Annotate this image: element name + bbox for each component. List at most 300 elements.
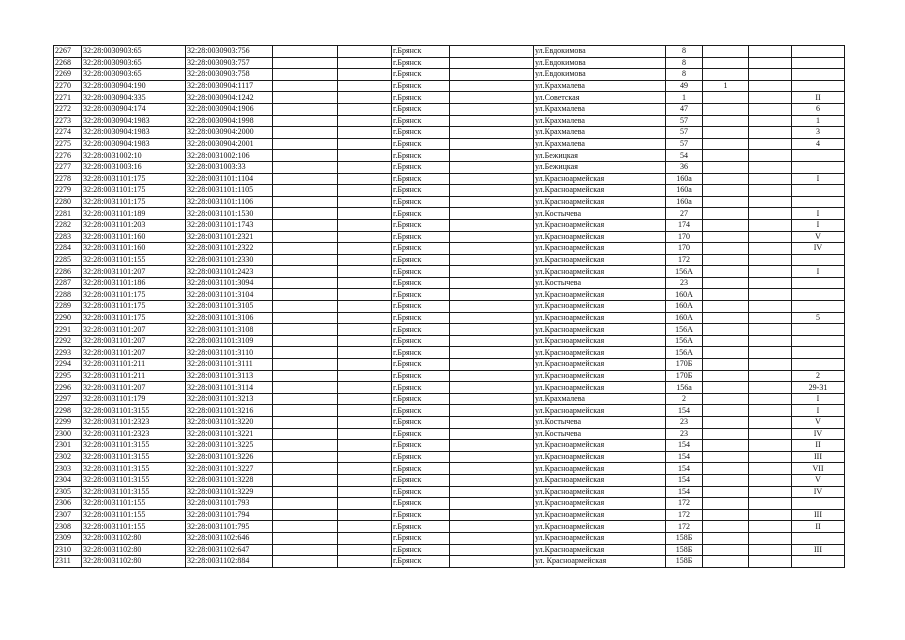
cell-blank-column-b <box>338 521 392 533</box>
cell-house-number: 1 <box>666 92 703 104</box>
cell-blank-column-d <box>749 359 792 371</box>
cell-building-number <box>703 219 749 231</box>
cell-blank-column-b <box>338 532 392 544</box>
cell-unit-number: II <box>792 521 845 533</box>
cell-parent-cadastral-number: 32:28:0031101:3155 <box>82 486 186 498</box>
cell-blank-column-c <box>450 243 534 255</box>
cell-street: ул.Красноармейская <box>534 335 666 347</box>
cell-blank-column-d <box>749 173 792 185</box>
cell-city: г.Брянск <box>392 463 450 475</box>
cell-blank-column-d <box>749 127 792 139</box>
cell-blank-column-c <box>450 463 534 475</box>
cell-blank-column-b <box>338 335 392 347</box>
cell-parent-cadastral-number: 32:28:0031101:207 <box>82 335 186 347</box>
cell-cadastral-number: 32:28:0031101:1743 <box>186 219 273 231</box>
table-row <box>54 243 845 255</box>
table-row <box>54 393 845 405</box>
cell-unit-number: II <box>792 92 845 104</box>
cell-house-number: 49 <box>666 80 703 92</box>
cell-house-number: 154 <box>666 463 703 475</box>
cell-street: ул.Красноармейская <box>534 486 666 498</box>
cell-parent-cadastral-number: 32:28:0031101:189 <box>82 208 186 220</box>
cell-house-number: 36 <box>666 161 703 173</box>
cell-blank-column-c <box>450 440 534 452</box>
cell-parent-cadastral-number: 32:28:0031102:80 <box>82 556 186 568</box>
cell-parent-cadastral-number: 32:28:0031101:175 <box>82 173 186 185</box>
cell-blank-column-b <box>338 289 392 301</box>
cell-street: ул.Красноармейская <box>534 347 666 359</box>
cell-blank-column-a <box>273 46 338 58</box>
cell-house-number: 27 <box>666 208 703 220</box>
table-row <box>54 405 845 417</box>
cell-unit-number: 5 <box>792 312 845 324</box>
cell-blank-column-b <box>338 463 392 475</box>
cell-unit-number <box>792 46 845 58</box>
table-body <box>54 46 845 568</box>
cell-building-number <box>703 451 749 463</box>
cell-street: ул.Костычева <box>534 208 666 220</box>
cell-unit-number: IV <box>792 243 845 255</box>
cell-blank-column-c <box>450 405 534 417</box>
cell-building-number <box>703 532 749 544</box>
cell-cadastral-number: 32:28:0030904:1906 <box>186 103 273 115</box>
cell-parent-cadastral-number: 32:28:0030904:335 <box>82 92 186 104</box>
cell-blank-column-b <box>338 80 392 92</box>
cell-blank-column-b <box>338 173 392 185</box>
cell-house-number: 154 <box>666 405 703 417</box>
cell-city: г.Брянск <box>392 509 450 521</box>
cell-street: ул.Красноармейская <box>534 463 666 475</box>
cell-building-number <box>703 231 749 243</box>
cell-cadastral-number: 32:28:0031101:3094 <box>186 277 273 289</box>
cell-blank-column-a <box>273 208 338 220</box>
cell-city: г.Брянск <box>392 289 450 301</box>
cell-parent-cadastral-number: 32:28:0031101:160 <box>82 231 186 243</box>
cell-house-number: 156А <box>666 266 703 278</box>
cell-house-number: 170Б <box>666 370 703 382</box>
cell-unit-number <box>792 69 845 81</box>
table-row <box>54 312 845 324</box>
cell-blank-column-c <box>450 103 534 115</box>
cell-row-number: 2267 <box>54 46 82 58</box>
cell-blank-column-b <box>338 92 392 104</box>
cell-blank-column-a <box>273 301 338 313</box>
cell-city: г.Брянск <box>392 92 450 104</box>
cell-parent-cadastral-number: 32:28:0031101:207 <box>82 266 186 278</box>
cell-building-number <box>703 556 749 568</box>
cell-city: г.Брянск <box>392 324 450 336</box>
cell-blank-column-a <box>273 463 338 475</box>
cell-row-number: 2286 <box>54 266 82 278</box>
cell-unit-number <box>792 161 845 173</box>
cell-blank-column-a <box>273 498 338 510</box>
cell-house-number: 160А <box>666 289 703 301</box>
table-row <box>54 127 845 139</box>
cell-city: г.Брянск <box>392 440 450 452</box>
cell-city: г.Брянск <box>392 382 450 394</box>
table-row <box>54 69 845 81</box>
cell-blank-column-d <box>749 80 792 92</box>
cell-blank-column-b <box>338 150 392 162</box>
cell-unit-number <box>792 335 845 347</box>
cell-blank-column-c <box>450 80 534 92</box>
cell-cadastral-number: 32:28:0031102:884 <box>186 556 273 568</box>
cell-cadastral-number: 32:28:0031101:2330 <box>186 254 273 266</box>
cell-blank-column-a <box>273 474 338 486</box>
cell-city: г.Брянск <box>392 80 450 92</box>
cell-blank-column-b <box>338 556 392 568</box>
cell-cadastral-number: 32:28:0030904:2001 <box>186 138 273 150</box>
cell-house-number: 57 <box>666 115 703 127</box>
cell-blank-column-c <box>450 266 534 278</box>
cell-cadastral-number: 32:28:0031101:3113 <box>186 370 273 382</box>
cell-blank-column-b <box>338 417 392 429</box>
cell-blank-column-c <box>450 312 534 324</box>
cell-blank-column-a <box>273 451 338 463</box>
cell-blank-column-b <box>338 161 392 173</box>
cell-building-number <box>703 138 749 150</box>
cell-blank-column-a <box>273 440 338 452</box>
cell-cadastral-number: 32:28:0030903:758 <box>186 69 273 81</box>
cell-blank-column-b <box>338 451 392 463</box>
cell-street: ул.Евдокимова <box>534 46 666 58</box>
cell-blank-column-a <box>273 393 338 405</box>
cell-house-number: 156А <box>666 335 703 347</box>
cell-city: г.Брянск <box>392 150 450 162</box>
table-row <box>54 347 845 359</box>
cell-blank-column-a <box>273 405 338 417</box>
cell-blank-column-c <box>450 127 534 139</box>
cell-blank-column-a <box>273 382 338 394</box>
cell-city: г.Брянск <box>392 451 450 463</box>
cell-blank-column-d <box>749 463 792 475</box>
table-row <box>54 254 845 266</box>
cell-building-number <box>703 69 749 81</box>
cell-city: г.Брянск <box>392 115 450 127</box>
cell-blank-column-d <box>749 428 792 440</box>
table-row <box>54 57 845 69</box>
cell-cadastral-number: 32:28:0031101:3104 <box>186 289 273 301</box>
cell-street: ул.Евдокимова <box>534 69 666 81</box>
table-row <box>54 92 845 104</box>
cell-cadastral-number: 32:28:0031102:647 <box>186 544 273 556</box>
cell-house-number: 170 <box>666 231 703 243</box>
cell-unit-number <box>792 185 845 197</box>
cell-blank-column-a <box>273 243 338 255</box>
table-row <box>54 486 845 498</box>
cell-blank-column-a <box>273 556 338 568</box>
cell-cadastral-number: 32:28:0031101:3225 <box>186 440 273 452</box>
cell-blank-column-d <box>749 393 792 405</box>
cell-blank-column-b <box>338 382 392 394</box>
cell-parent-cadastral-number: 32:28:0031101:175 <box>82 196 186 208</box>
cell-street: ул.Красноармейская <box>534 359 666 371</box>
cell-blank-column-b <box>338 370 392 382</box>
cell-building-number <box>703 509 749 521</box>
cell-blank-column-d <box>749 161 792 173</box>
cell-street: ул.Крахмалева <box>534 393 666 405</box>
cell-unit-number <box>792 57 845 69</box>
cell-row-number: 2284 <box>54 243 82 255</box>
cell-blank-column-d <box>749 486 792 498</box>
cell-street: ул.Красноармейская <box>534 324 666 336</box>
cell-blank-column-d <box>749 301 792 313</box>
cell-blank-column-d <box>749 509 792 521</box>
cell-building-number <box>703 185 749 197</box>
cell-parent-cadastral-number: 32:28:0031003:16 <box>82 161 186 173</box>
cell-house-number: 8 <box>666 46 703 58</box>
cell-blank-column-d <box>749 335 792 347</box>
cell-house-number: 154 <box>666 451 703 463</box>
cell-blank-column-b <box>338 69 392 81</box>
cell-unit-number: I <box>792 219 845 231</box>
cell-cadastral-number: 32:28:0031101:2423 <box>186 266 273 278</box>
cell-blank-column-a <box>273 127 338 139</box>
cell-building-number <box>703 208 749 220</box>
cell-blank-column-a <box>273 115 338 127</box>
cell-row-number: 2306 <box>54 498 82 510</box>
cell-building-number <box>703 196 749 208</box>
cell-blank-column-d <box>749 405 792 417</box>
cell-row-number: 2292 <box>54 335 82 347</box>
cell-house-number: 23 <box>666 428 703 440</box>
cell-blank-column-c <box>450 556 534 568</box>
cell-unit-number <box>792 289 845 301</box>
cell-building-number <box>703 474 749 486</box>
cell-street: ул.Красноармейская <box>534 405 666 417</box>
cell-street: ул.Крахмалева <box>534 138 666 150</box>
cell-parent-cadastral-number: 32:28:0031101:175 <box>82 301 186 313</box>
cell-blank-column-a <box>273 80 338 92</box>
cell-building-number <box>703 103 749 115</box>
cell-cadastral-number: 32:28:0031101:795 <box>186 521 273 533</box>
table-row <box>54 370 845 382</box>
cell-blank-column-d <box>749 266 792 278</box>
cell-city: г.Брянск <box>392 103 450 115</box>
cell-building-number <box>703 335 749 347</box>
cell-cadastral-number: 32:28:0030904:1242 <box>186 92 273 104</box>
cell-parent-cadastral-number: 32:28:0031101:186 <box>82 277 186 289</box>
cell-city: г.Брянск <box>392 544 450 556</box>
table-row <box>54 556 845 568</box>
cell-blank-column-a <box>273 161 338 173</box>
table-row <box>54 532 845 544</box>
cell-blank-column-b <box>338 219 392 231</box>
cell-blank-column-b <box>338 243 392 255</box>
cell-blank-column-a <box>273 266 338 278</box>
cell-blank-column-b <box>338 428 392 440</box>
cell-parent-cadastral-number: 32:28:0031101:203 <box>82 219 186 231</box>
cell-parent-cadastral-number: 32:28:0031101:3155 <box>82 451 186 463</box>
cell-row-number: 2285 <box>54 254 82 266</box>
cell-cadastral-number: 32:28:0031101:2321 <box>186 231 273 243</box>
cell-parent-cadastral-number: 32:28:0030904:1983 <box>82 138 186 150</box>
cell-cadastral-number: 32:28:0031101:3220 <box>186 417 273 429</box>
cell-city: г.Брянск <box>392 474 450 486</box>
cell-building-number <box>703 347 749 359</box>
cell-row-number: 2310 <box>54 544 82 556</box>
cell-unit-number: I <box>792 173 845 185</box>
cell-blank-column-c <box>450 324 534 336</box>
cell-building-number <box>703 405 749 417</box>
cell-house-number: 174 <box>666 219 703 231</box>
cell-house-number: 23 <box>666 417 703 429</box>
cell-house-number: 57 <box>666 138 703 150</box>
cell-blank-column-c <box>450 92 534 104</box>
cell-building-number: 1 <box>703 80 749 92</box>
cell-city: г.Брянск <box>392 161 450 173</box>
cell-parent-cadastral-number: 32:28:0031101:211 <box>82 370 186 382</box>
cell-blank-column-d <box>749 440 792 452</box>
cell-city: г.Брянск <box>392 312 450 324</box>
cell-cadastral-number: 32:28:0031101:1105 <box>186 185 273 197</box>
cell-house-number: 170Б <box>666 359 703 371</box>
cell-row-number: 2278 <box>54 173 82 185</box>
cell-row-number: 2290 <box>54 312 82 324</box>
cell-building-number <box>703 324 749 336</box>
cell-row-number: 2308 <box>54 521 82 533</box>
cell-street: ул.Крахмалева <box>534 103 666 115</box>
cell-blank-column-a <box>273 277 338 289</box>
cell-cadastral-number: 32:28:0031101:3221 <box>186 428 273 440</box>
cell-city: г.Брянск <box>392 231 450 243</box>
table-row <box>54 544 845 556</box>
cell-blank-column-d <box>749 556 792 568</box>
table-row <box>54 289 845 301</box>
cell-parent-cadastral-number: 32:28:0030904:1983 <box>82 115 186 127</box>
cell-row-number: 2270 <box>54 80 82 92</box>
cell-blank-column-a <box>273 486 338 498</box>
cell-cadastral-number: 32:28:0031101:3108 <box>186 324 273 336</box>
cell-unit-number: 1 <box>792 115 845 127</box>
cell-blank-column-c <box>450 417 534 429</box>
cell-city: г.Брянск <box>392 69 450 81</box>
cell-cadastral-number: 32:28:0031101:3111 <box>186 359 273 371</box>
cell-blank-column-b <box>338 46 392 58</box>
table-row <box>54 185 845 197</box>
cell-cadastral-number: 32:28:0031101:3106 <box>186 312 273 324</box>
cell-blank-column-a <box>273 150 338 162</box>
cell-cadastral-number: 32:28:0031101:3114 <box>186 382 273 394</box>
cell-blank-column-d <box>749 382 792 394</box>
cell-blank-column-b <box>338 498 392 510</box>
cell-row-number: 2302 <box>54 451 82 463</box>
cell-house-number: 2 <box>666 393 703 405</box>
table-row <box>54 463 845 475</box>
cell-house-number: 23 <box>666 277 703 289</box>
cell-unit-number: 3 <box>792 127 845 139</box>
cell-city: г.Брянск <box>392 521 450 533</box>
cell-house-number: 160а <box>666 173 703 185</box>
cell-parent-cadastral-number: 32:28:0031101:207 <box>82 382 186 394</box>
cell-row-number: 2301 <box>54 440 82 452</box>
cell-blank-column-a <box>273 231 338 243</box>
cell-blank-column-c <box>450 451 534 463</box>
cell-street: ул.Бежицкая <box>534 150 666 162</box>
cell-blank-column-d <box>749 370 792 382</box>
cell-blank-column-d <box>749 150 792 162</box>
cell-city: г.Брянск <box>392 138 450 150</box>
cell-blank-column-c <box>450 254 534 266</box>
cell-row-number: 2271 <box>54 92 82 104</box>
cell-blank-column-b <box>338 231 392 243</box>
cell-blank-column-c <box>450 161 534 173</box>
cell-row-number: 2281 <box>54 208 82 220</box>
table-row <box>54 451 845 463</box>
cell-row-number: 2269 <box>54 69 82 81</box>
cell-street: ул.Советская <box>534 92 666 104</box>
cell-city: г.Брянск <box>392 405 450 417</box>
cell-row-number: 2309 <box>54 532 82 544</box>
cell-city: г.Брянск <box>392 57 450 69</box>
cell-blank-column-c <box>450 150 534 162</box>
cell-city: г.Брянск <box>392 208 450 220</box>
cell-blank-column-c <box>450 301 534 313</box>
cell-building-number <box>703 498 749 510</box>
cell-blank-column-a <box>273 92 338 104</box>
cell-unit-number: II <box>792 440 845 452</box>
cell-cadastral-number: 32:28:0031101:3109 <box>186 335 273 347</box>
cell-cadastral-number: 32:28:0031101:3110 <box>186 347 273 359</box>
cell-street: ул.Красноармейская <box>534 498 666 510</box>
cell-house-number: 158Б <box>666 532 703 544</box>
cell-row-number: 2276 <box>54 150 82 162</box>
table-row <box>54 521 845 533</box>
cell-blank-column-c <box>450 219 534 231</box>
cell-blank-column-c <box>450 347 534 359</box>
cell-blank-column-b <box>338 103 392 115</box>
cell-unit-number: III <box>792 451 845 463</box>
cell-blank-column-b <box>338 474 392 486</box>
cell-blank-column-d <box>749 219 792 231</box>
cell-row-number: 2287 <box>54 277 82 289</box>
cell-row-number: 2295 <box>54 370 82 382</box>
cell-city: г.Брянск <box>392 335 450 347</box>
cell-blank-column-a <box>273 219 338 231</box>
table-row <box>54 46 845 58</box>
cell-blank-column-a <box>273 347 338 359</box>
cell-unit-number <box>792 301 845 313</box>
cell-blank-column-a <box>273 509 338 521</box>
cell-street: ул.Красноармейская <box>534 185 666 197</box>
cell-city: г.Брянск <box>392 498 450 510</box>
cell-parent-cadastral-number: 32:28:0031101:179 <box>82 393 186 405</box>
cell-row-number: 2283 <box>54 231 82 243</box>
cell-row-number: 2297 <box>54 393 82 405</box>
cell-blank-column-b <box>338 57 392 69</box>
cell-cadastral-number: 32:28:0031101:1106 <box>186 196 273 208</box>
cell-city: г.Брянск <box>392 277 450 289</box>
cell-building-number <box>703 254 749 266</box>
cell-city: г.Брянск <box>392 556 450 568</box>
cell-parent-cadastral-number: 32:28:0031101:2323 <box>82 417 186 429</box>
cell-row-number: 2307 <box>54 509 82 521</box>
cell-parent-cadastral-number: 32:28:0031101:3155 <box>82 405 186 417</box>
cell-blank-column-d <box>749 243 792 255</box>
cell-unit-number: III <box>792 509 845 521</box>
table-row <box>54 115 845 127</box>
table-row <box>54 196 845 208</box>
cell-street: ул.Красноармейская <box>534 474 666 486</box>
cell-unit-number <box>792 347 845 359</box>
cell-row-number: 2282 <box>54 219 82 231</box>
cell-blank-column-c <box>450 208 534 220</box>
cell-blank-column-b <box>338 359 392 371</box>
table-row <box>54 208 845 220</box>
cell-parent-cadastral-number: 32:28:0031101:155 <box>82 521 186 533</box>
cell-building-number <box>703 127 749 139</box>
cell-street: ул.Красноармейская <box>534 231 666 243</box>
